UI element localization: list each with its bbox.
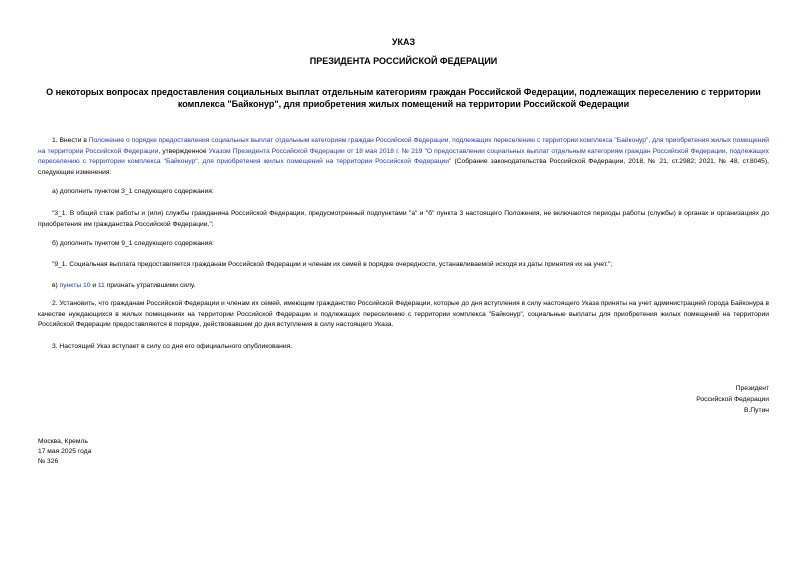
paragraph-1-lead: 1. Внести в xyxy=(52,137,89,144)
subparagraph-v xyxy=(38,281,769,292)
regulation-link[interactable]: Положение о порядке предоставления социальных выплат отдельным категориям граждан Российской Федерации, подлежащих переселению с территории комплекса "Байконур", для приобретения жилых помещений на территории Российской Федерации xyxy=(38,137,769,155)
signature-name: В.Путин xyxy=(744,407,769,414)
clause-11-link[interactable]: 11 xyxy=(97,282,105,289)
doc-title: О некоторых вопросах предоставления социальных выплат отдельным категориям граждан Российской Федерации, подлежащих переселению с территории комплекса "Байконур", для приобретения жилых помещений на территории Российской Федерации xyxy=(46,87,761,109)
subparagraph-v-tail: признать утратившими силу. xyxy=(104,282,196,289)
decree-number: № 326 xyxy=(38,458,59,465)
subparagraph-v-lead: в) xyxy=(52,282,60,289)
place-city: Москва, Кремль xyxy=(38,438,88,445)
place-date: 17 мая 2025 года xyxy=(38,448,92,455)
paragraph-2: 2. Установить, что гражданам Российской Федерации и членам их семей, имеющим гражданство Российской Федерации, которые до дня вступления в силу настоящего Указа приняты на учет администрацией города Байконура в качестве нуждающихся в жилых помещениях на территории Российской Федерации и подлежащих переселению с территории комплекса "Байконур", социальные выплаты для приобретения жилых помещений на территории Российской Федерации предоставляются в порядке, действовавшем до дня вступления в силу настоящего Указа. xyxy=(38,300,769,328)
doc-type-heading: УКАЗ xyxy=(391,37,416,47)
quote-3-1: "3_1. В общий стаж работы и (или) службы гражданина Российской Федерации, предусмотренный подпунктами "а" и "б" пункта 3 настоящего Положения, не включаются периоды работы (службы) в органах и организациях до приобретения им гражданства Российской Федерации."; xyxy=(38,210,769,228)
quote-9-1: "9_1. Социальная выплата предоставляется гражданам Российской Федерации и членам их семей в порядке очередности, устанавливаемой исходя из даты принятия их на учет."; xyxy=(52,261,613,268)
clause-10-link[interactable]: пункты 10 xyxy=(59,282,91,289)
signature-title: Президент xyxy=(735,385,769,392)
decree-link[interactable]: Указом Президента Российской Федерации от 18 мая 2018 г. № 219 "О предоставлении социальных выплат отдельным категориям граждан Российской Федерации, подлежащих переселению с территории комплекса "Байконур", для приобретения жилых помещений на территории Российской Федерации" xyxy=(38,147,769,165)
signature-block xyxy=(569,383,769,416)
paragraph-1-tail: (Собрание законодательства Российской Федерации, 2018, № 21, ст.2982; 2021, № 48, ст.8045), следующие изменения: xyxy=(38,158,769,176)
paragraph-1-mid: , утвержденное xyxy=(158,147,209,155)
paragraph-3: 3. Настоящий Указ вступает в силу со дня его официального опубликования. xyxy=(52,343,293,350)
subparagraph-v-mid: и xyxy=(90,282,98,289)
subparagraph-a: а) дополнить пунктом 3_1 следующего содержания: xyxy=(52,188,214,195)
paragraph-1 xyxy=(38,136,769,178)
issuer-heading: ПРЕЗИДЕНТА РОССИЙСКОЙ ФЕДЕРАЦИИ xyxy=(309,56,498,66)
place-date-block xyxy=(38,437,238,467)
signature-country: Российской Федерации xyxy=(696,396,769,403)
subparagraph-b: б) дополнить пунктом 9_1 следующего содержания: xyxy=(52,240,214,247)
